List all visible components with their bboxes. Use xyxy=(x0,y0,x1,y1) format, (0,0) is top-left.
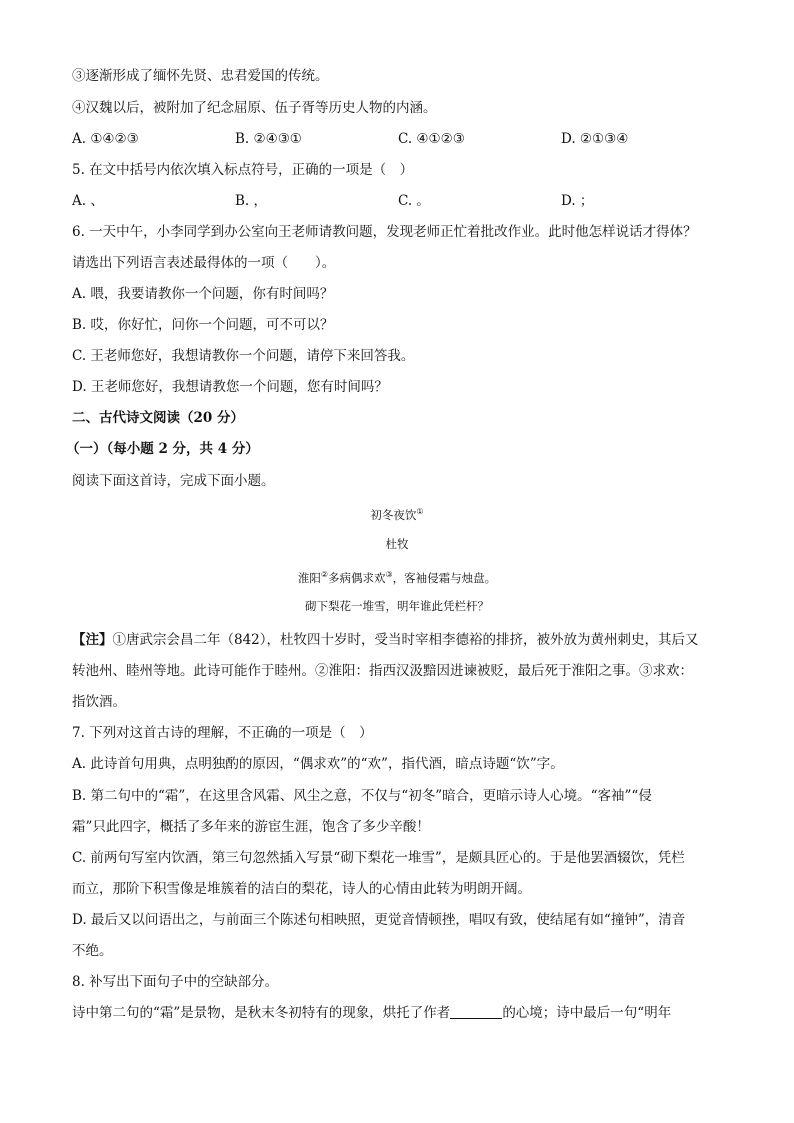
q4-option-c: C. ④①②③ xyxy=(398,131,465,147)
q6-option-c: C. 王老师您好，我想请教你一个问题，请停下来回答我。 xyxy=(72,348,415,364)
section-heading: 二、古代诗文阅读（20 分） xyxy=(72,410,244,426)
q6-option-a: A. 喂，我要请教你一个问题，你有时间吗？ xyxy=(72,286,334,302)
question-6-line-1: 6. 一天中午，小李同学到办公室向王老师请教问题，发现老师正忙着批改作业。此时他怎样说话才得体？ xyxy=(72,224,697,240)
question-5: 5. 在文中括号内依次填入标点符号，正确的一项是（ ） xyxy=(72,162,414,178)
text-line-4: ④汉魏以后，被附加了纪念屈原、伍子胥等历史人物的内涵。 xyxy=(72,100,437,116)
poem-author: 杜牧 xyxy=(385,537,409,551)
q6-option-b: B. 哎，你好忙，问你一个问题，可不可以？ xyxy=(72,317,334,333)
q7-option-d-line-1: D. 最后又以问语出之，与前面三个陈述句相映照，更觉音情顿挫，唱叹有致，使结尾有如“撞钟”，清音 xyxy=(72,912,686,928)
answer-blank[interactable] xyxy=(450,1004,502,1019)
poem-line-1: 淮阳②多病偶求欢③，客袖侵霜与烛盘。 xyxy=(297,570,497,585)
q5-option-b: B. ， xyxy=(235,193,268,209)
q7-option-a: A. 此诗首句用典，点明独酌的原因，“偶求欢”的“欢”，指代酒，暗点诗题“饮”字。 xyxy=(72,756,564,772)
q7-option-c-line-1: C. 前两句写室内饮酒，第三句忽然插入写景“砌下梨花一堆雪”，是颇具匠心的。于是他罢酒辍饮，凭栏 xyxy=(72,850,685,866)
question-8: 8. 补写出下面句子中的空缺部分。 xyxy=(72,974,279,990)
q4-option-d: D. ②①③④ xyxy=(561,131,629,147)
footnote-marker: ① xyxy=(416,507,424,516)
q5-option-d: D. ； xyxy=(561,193,594,209)
q7-option-c-line-2: 而立，那阶下积雪像是堆簇着的洁白的梨花，诗人的心情由此转为明朗开阔。 xyxy=(72,881,531,897)
question-6-line-2: 请选出下列语言表述最得体的一项（ ）。 xyxy=(72,255,336,271)
text-line-3: ③逐渐形成了缅怀先贤、忠君爱国的传统。 xyxy=(72,68,329,84)
annotation-label: 【注】 xyxy=(72,632,113,648)
q7-option-b-line-1: B. 第二句中的“霜”，在这里含风霜、风尘之意，不仅与“初冬”暗合，更暗示诗人心境。“客袖”“侵 xyxy=(72,788,652,804)
q5-options xyxy=(72,191,732,211)
q7-option-b-line-2: 霜”只此四字，概括了多年来的游宦生涯，饱含了多少辛酸！ xyxy=(72,819,430,835)
reading-instruction: 阅读下面这首诗，完成下面小题。 xyxy=(72,473,275,489)
footnote-marker: ② xyxy=(320,570,328,579)
q6-option-d: D. 王老师您好，我想请教您一个问题，您有时间吗？ xyxy=(72,379,388,395)
q4-option-a: A. ①④②③ xyxy=(72,131,139,147)
q4-options xyxy=(72,129,732,149)
subsection-heading: （一）（每小题 2 分，共 4 分） xyxy=(66,441,259,457)
annotation-line-3: 指饮酒。 xyxy=(72,694,126,710)
poem-title: 初冬夜饮① xyxy=(370,507,424,522)
annotation-line-2: 转池州、睦州等地。此诗可能作于睦州。②淮阳：指西汉汲黯因进谏被贬，最后死于淮阳之事。③求欢： xyxy=(72,663,693,679)
q4-option-b: B. ②④③① xyxy=(235,131,302,147)
footnote-marker: ③ xyxy=(385,570,393,579)
q5-option-c: C. 。 xyxy=(398,193,430,209)
q7-option-d-line-2: 不绝。 xyxy=(72,943,113,959)
q5-option-a: A. 、 xyxy=(72,193,104,209)
question-8-text: 诗中第二句的“霜”是景物，是秋末冬初特有的现象，烘托了作者 的心境；诗中最后一句“明年 xyxy=(72,1005,672,1021)
poem-line-2: 砌下梨花一堆雪，明年谁此凭栏杆？ xyxy=(305,599,489,613)
question-7: 7. 下列对这首古诗的理解，不正确的一项是（ ） xyxy=(72,725,373,741)
annotation-line-1: 【注】①唐武宗会昌二年（842），杜牧四十岁时，受当时宰相李德裕的排挤，被外放为黄州刺史，其后又 xyxy=(72,632,699,648)
